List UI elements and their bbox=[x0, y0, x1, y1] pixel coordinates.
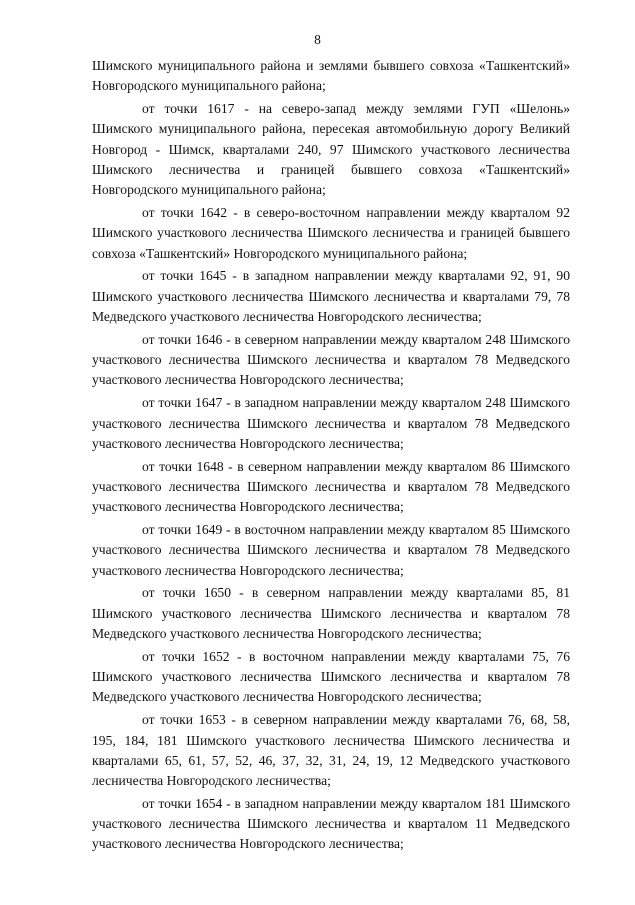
paragraph: Шимского муниципального района и землями бывшего совхоза «Ташкентский» Новгородского муниципального района; bbox=[92, 58, 570, 94]
document-body bbox=[92, 56, 570, 857]
paragraph: от точки 1648 - в северном направлении между кварталом 86 Шимского участкового лесничества Шимского лесничества и кварталом 78 Медведского участкового лесничества Новгородского лесничества; bbox=[92, 458, 570, 515]
paragraph: от точки 1653 - в северном направлении между кварталами 76, 68, 58, 195, 184, 181 Шимского участкового лесничества Шимского лесничества и кварталами 65, 61, 57, 52, 46, 37, 32, 31, 24, 19, 12 Медведского участкового лесничества Новгородского лесничества; bbox=[92, 712, 570, 789]
paragraph: от точки 1646 - в северном направлении между кварталом 248 Шимского участкового лесничества Шимского лесничества и кварталом 78 Медведского участкового лесничества Новгородского лесничества; bbox=[92, 331, 570, 388]
paragraph: от точки 1652 - в восточном направлении между кварталами 75, 76 Шимского участкового лесничества Шимского лесничества и кварталом 78 Медведского участкового лесничества Новгородского лесничества; bbox=[92, 648, 570, 705]
paragraph: от точки 1654 - в западном направлении между кварталом 181 Шимского участкового лесничества Шимского лесничества и кварталом 11 Медведского участкового лесничества Новгородского лесничества; bbox=[92, 795, 570, 852]
paragraph: от точки 1650 - в северном направлении между кварталами 85, 81 Шимского участкового лесничества Шимского лесничества и кварталом 78 Медведского участкового лесничества Новгородского лесничества; bbox=[92, 585, 570, 642]
paragraph: от точки 1645 - в западном направлении между кварталами 92, 91, 90 Шимского участкового лесничества Шимского лесничества и кварталами 79, 78 Медведского участкового лесничества Новгородского лесничества; bbox=[92, 268, 570, 325]
page-number: 8 bbox=[314, 32, 321, 47]
paragraph: от точки 1617 - на северо-запад между землями ГУП «Шелонь» Шимского муниципального района, пересекая автомобильную дорогу Великий Новгород - Шимск, кварталами 240, 97 Шимского участкового лесничества Шимского лесничества и границей бывшего совхоза «Ташкентский» Новгородского муниципального района; bbox=[92, 101, 570, 198]
paragraph: от точки 1649 - в восточном направлении между кварталом 85 Шимского участкового лесничества Шимского лесничества и кварталом 78 Медведского участкового лесничества Новгородского лесничества; bbox=[92, 522, 570, 578]
paragraph: от точки 1642 - в северо-восточном направлении между кварталом 92 Шимского участкового лесничества Шимского лесничества и границей бывшего совхоза «Ташкентский» Новгородского муниципального района; bbox=[92, 205, 570, 261]
paragraph: от точки 1647 - в западном направлении между кварталом 248 Шимского участкового лесничества Шимского лесничества и кварталом 78 Медведского участкового лесничества Новгородского лесничества; bbox=[92, 395, 570, 451]
